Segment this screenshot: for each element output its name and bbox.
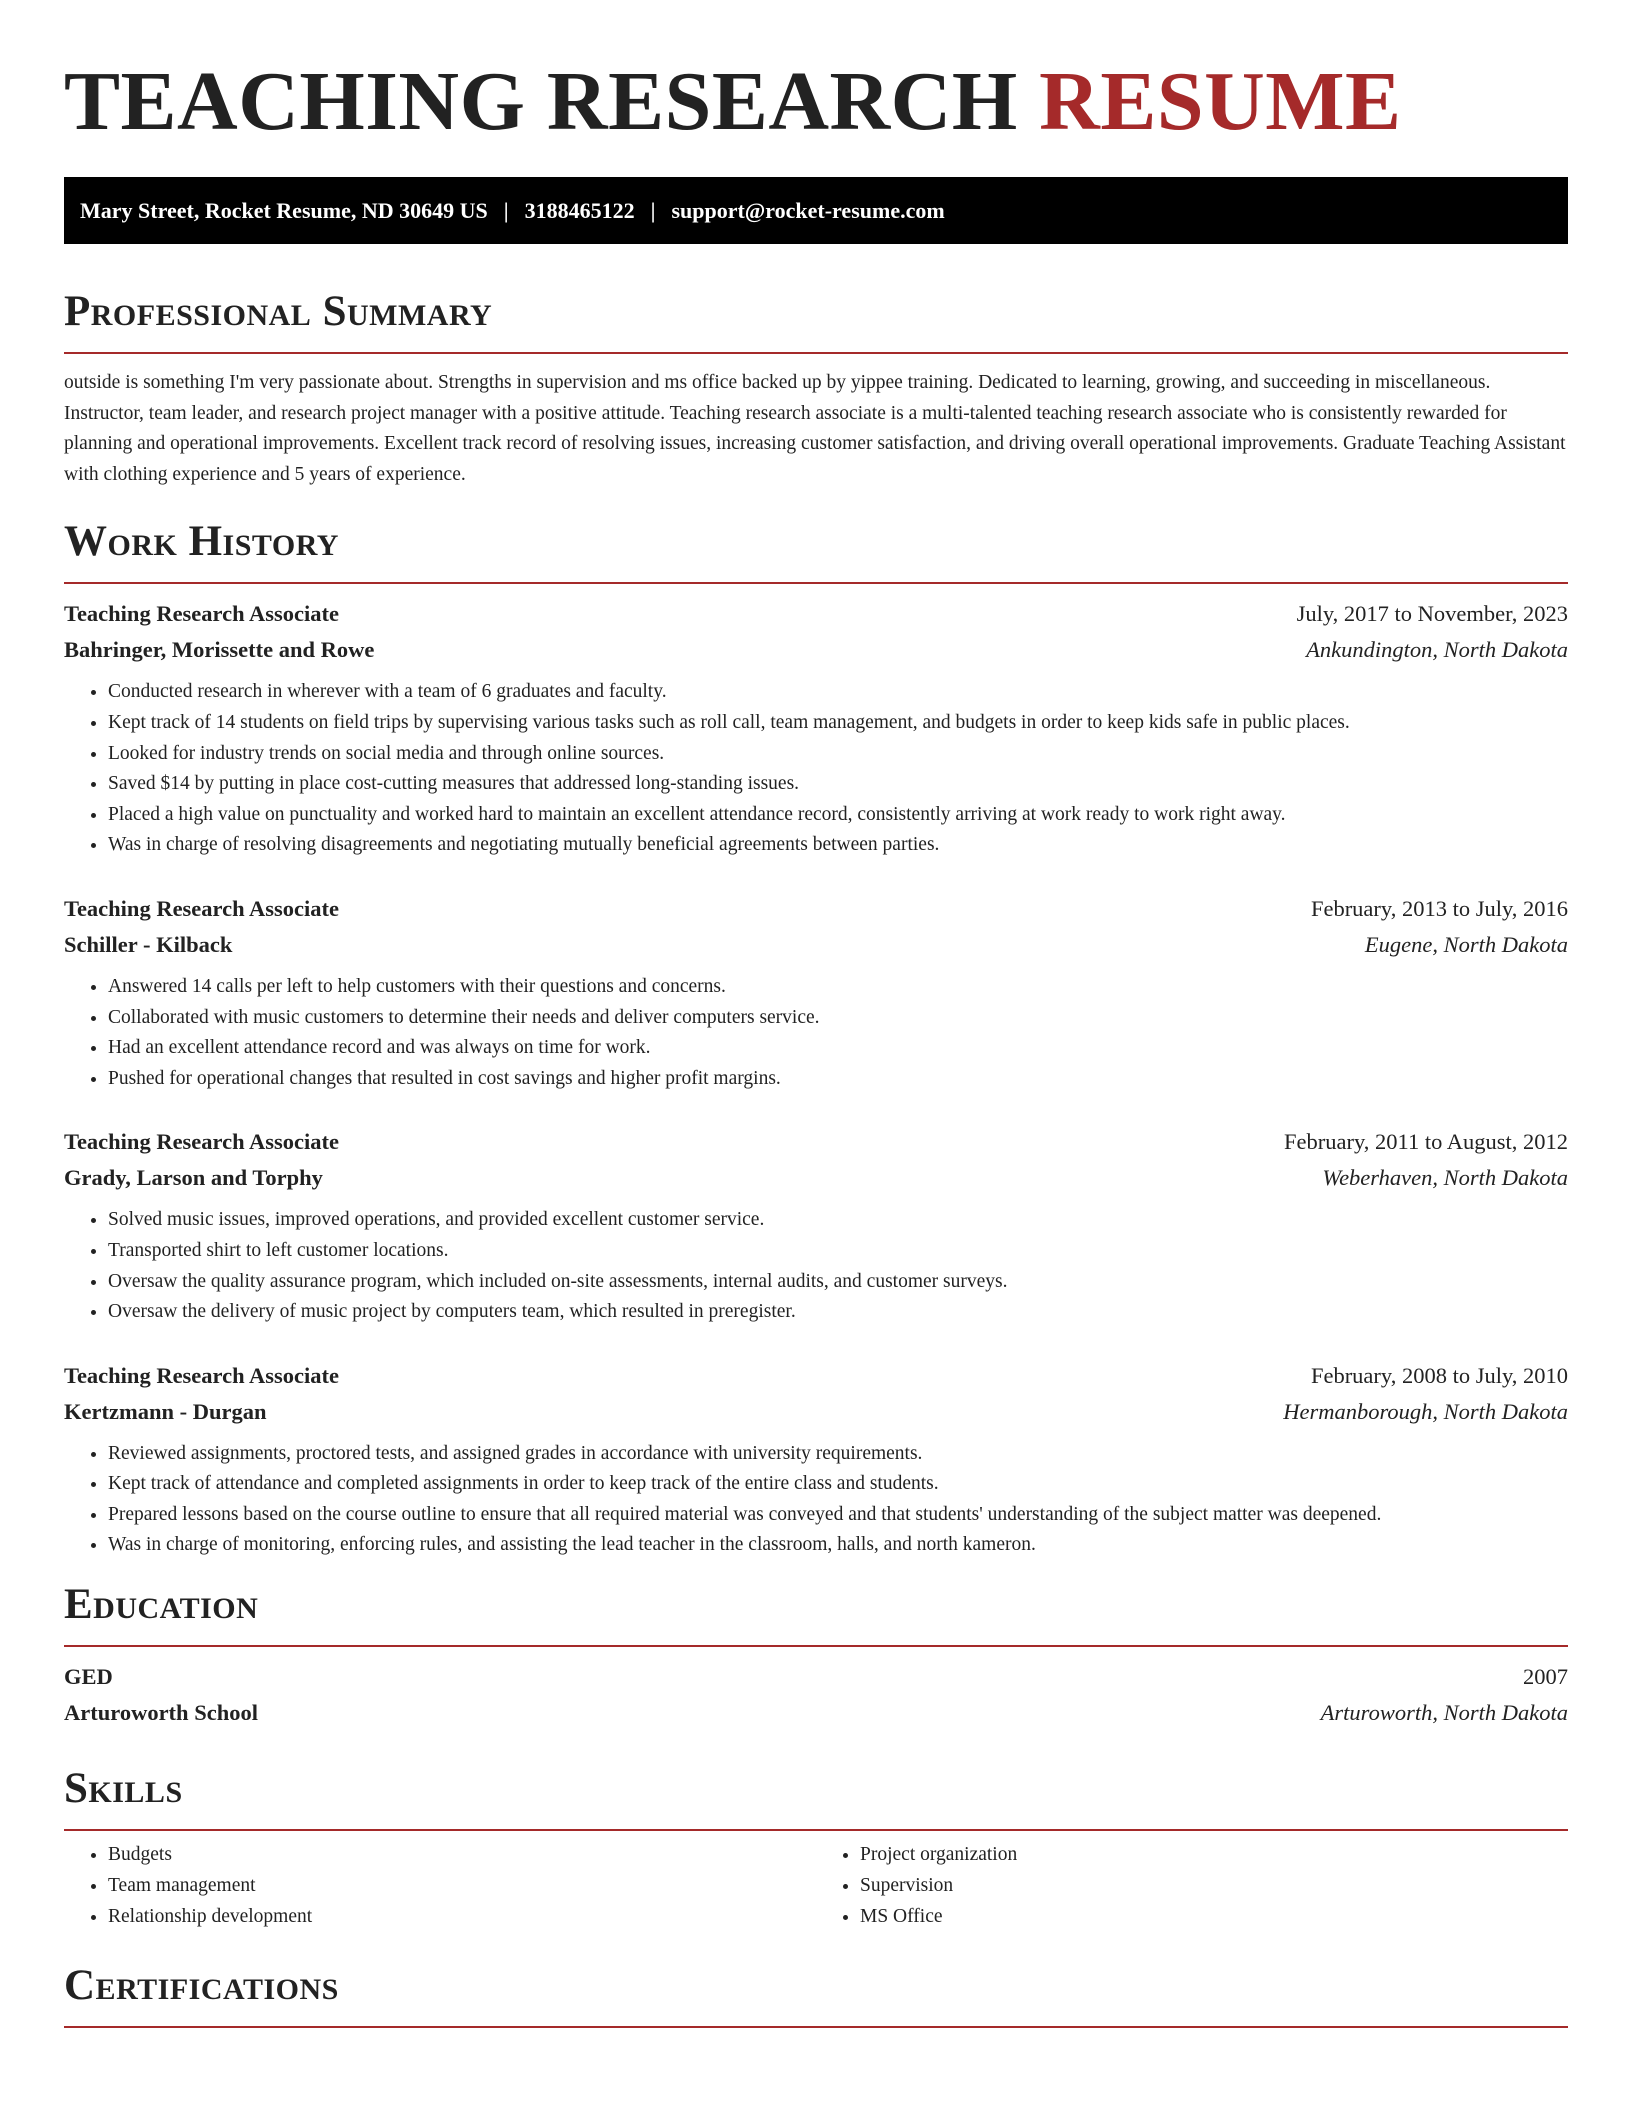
section-title-education: Education — [64, 1581, 259, 1629]
contact-separator: | — [503, 198, 509, 223]
contact-phone: 3188465122 — [524, 198, 635, 223]
contact-separator: | — [650, 198, 656, 223]
job-company-row — [64, 632, 1568, 668]
job-dates: July, 2017 to November, 2023 — [1296, 601, 1568, 627]
job-dates: February, 2013 to July, 2016 — [1310, 895, 1568, 921]
job-bullet: • Collaborated with music customers to determine their needs and deliver computers service. — [108, 1003, 1568, 1034]
skill-item: • Supervision — [860, 1870, 1568, 1901]
section-divider — [64, 2026, 1568, 2028]
job-bullet: • Saved $14 by putting in place cost-cutting measures that addressed long-standing issues. — [108, 769, 1568, 800]
certifications-section — [64, 1960, 1568, 2028]
job-bullets — [64, 677, 1568, 861]
job-bullet: • Kept track of attendance and completed assignments in order to keep track of the entire class and students. — [108, 1469, 1568, 1500]
job-bullet: • Was in charge of resolving disagreements and negotiating mutually beneficial agreements between parties. — [108, 830, 1568, 861]
job-bullet: • Prepared lessons based on the course outline to ensure that all required material was conveyed and that students' understanding of the subject matter was deepened. — [108, 1500, 1568, 1531]
job-header-row — [64, 891, 1568, 927]
contact-email: support@rocket-resume.com — [671, 198, 945, 223]
job-bullet: • Pushed for operational changes that resulted in cost savings and higher profit margins. — [108, 1064, 1568, 1095]
job-bullet: • Oversaw the quality assurance program, which included on-site assessments, internal audits, and customer surveys. — [108, 1267, 1568, 1298]
job-bullet: • Kept track of 14 students on field trips by supervising various tasks such as roll call, team management, and budgets in order to keep kids safe in public places. — [108, 708, 1568, 739]
section-title-skills: Skills — [64, 1765, 183, 1813]
skills-list-right — [816, 1839, 1568, 1932]
job-company-row — [64, 927, 1568, 963]
job-location: Ankundington, North Dakota — [1306, 637, 1568, 663]
skill-item: • Budgets — [108, 1839, 816, 1870]
section-divider — [64, 1645, 1568, 1647]
section-title-certifications: Certifications — [64, 1962, 339, 2010]
contact-bar — [64, 177, 1568, 244]
education-degree: GED — [64, 1664, 113, 1690]
resume-page — [64, 0, 1568, 2042]
education-location: Arturoworth, North Dakota — [1320, 1700, 1568, 1726]
job-entry — [64, 891, 1568, 1094]
job-title: Teaching Research Associate — [64, 1362, 339, 1388]
education-school-row — [64, 1695, 1568, 1731]
job-dates: February, 2008 to July, 2010 — [1310, 1362, 1568, 1388]
skill-item: • Team management — [108, 1870, 816, 1901]
job-header-row — [64, 596, 1568, 632]
title-accent: RESUME — [1039, 55, 1402, 148]
job-company: Schiller - Kilback — [64, 931, 233, 957]
education-school: Arturoworth School — [64, 1700, 258, 1726]
job-bullets — [64, 1205, 1568, 1327]
education-degree-row — [64, 1659, 1568, 1695]
job-bullet: • Conducted research in wherever with a team of 6 graduates and faculty. — [108, 677, 1568, 708]
education-section — [64, 1579, 1568, 1731]
skills-grid — [64, 1839, 1568, 1932]
job-entry — [64, 1358, 1568, 1561]
job-title: Teaching Research Associate — [64, 1129, 339, 1155]
section-title-work: Work History — [64, 518, 339, 566]
job-entry — [64, 596, 1568, 861]
skills-section — [64, 1763, 1568, 1932]
summary-section — [64, 286, 1568, 490]
job-bullet: • Was in charge of monitoring, enforcing rules, and assisting the lead teacher in the classroom, halls, and north kameron. — [108, 1530, 1568, 1561]
section-divider — [64, 352, 1568, 354]
job-company: Grady, Larson and Torphy — [64, 1165, 323, 1191]
work-history-section — [64, 516, 1568, 1561]
resume-title — [64, 0, 1568, 152]
job-bullets — [64, 972, 1568, 1094]
job-bullet: • Reviewed assignments, proctored tests, and assigned grades in accordance with university requirements. — [108, 1439, 1568, 1470]
skill-item: • Project organization — [860, 1839, 1568, 1870]
job-bullet: • Oversaw the delivery of music project by computers team, which resulted in preregister. — [108, 1297, 1568, 1328]
job-location: Hermanborough, North Dakota — [1283, 1398, 1568, 1424]
job-bullet: • Answered 14 calls per left to help customers with their questions and concerns. — [108, 972, 1568, 1003]
section-title-summary: Professional Summary — [64, 288, 493, 335]
job-bullet: • Had an excellent attendance record and was always on time for work. — [108, 1033, 1568, 1064]
job-bullet: • Transported shirt to left customer locations. — [108, 1236, 1568, 1267]
skills-list-left — [64, 1839, 816, 1932]
education-year: 2007 — [1523, 1664, 1568, 1690]
title-main: TEACHING RESEARCH — [64, 55, 1018, 148]
job-location: Eugene, North Dakota — [1364, 931, 1568, 957]
job-header-row — [64, 1124, 1568, 1160]
skill-item: • MS Office — [860, 1901, 1568, 1932]
job-title: Teaching Research Associate — [64, 601, 339, 627]
summary-text: outside is something I'm very passionate about. Strengths in supervision and ms office backed up by yippee training. Dedicated to learning, growing, and succeeding in miscellaneous. Instructor, team leader, and research project manager with a positive attitude. Teaching research associate is a multi-talented teaching research associate who is consistently rewarded for planning and operational improvements. Excellent track record of resolving issues, increasing customer satisfaction, and driving overall operational improvements. Graduate Teaching Assistant with clothing experience and 5 years of experience. — [64, 372, 1566, 485]
job-company: Kertzmann - Durgan — [64, 1398, 267, 1424]
job-company-row — [64, 1394, 1568, 1430]
job-header-row — [64, 1358, 1568, 1394]
skill-item: • Relationship development — [108, 1901, 816, 1932]
job-company-row — [64, 1160, 1568, 1196]
job-bullets — [64, 1439, 1568, 1561]
section-divider — [64, 582, 1568, 584]
job-company: Bahringer, Morissette and Rowe — [64, 637, 375, 663]
job-bullet: • Solved music issues, improved operations, and provided excellent customer service. — [108, 1205, 1568, 1236]
job-entry — [64, 1124, 1568, 1327]
section-divider — [64, 1829, 1568, 1831]
contact-address: Mary Street, Rocket Resume, ND 30649 US — [80, 198, 488, 223]
job-title: Teaching Research Associate — [64, 895, 339, 921]
job-bullet: • Looked for industry trends on social media and through online sources. — [108, 739, 1568, 770]
job-location: Weberhaven, North Dakota — [1322, 1165, 1568, 1191]
job-dates: February, 2011 to August, 2012 — [1284, 1129, 1568, 1155]
job-bullet: • Placed a high value on punctuality and worked hard to maintain an excellent attendance record, consistently arriving at work ready to work right away. — [108, 800, 1568, 831]
